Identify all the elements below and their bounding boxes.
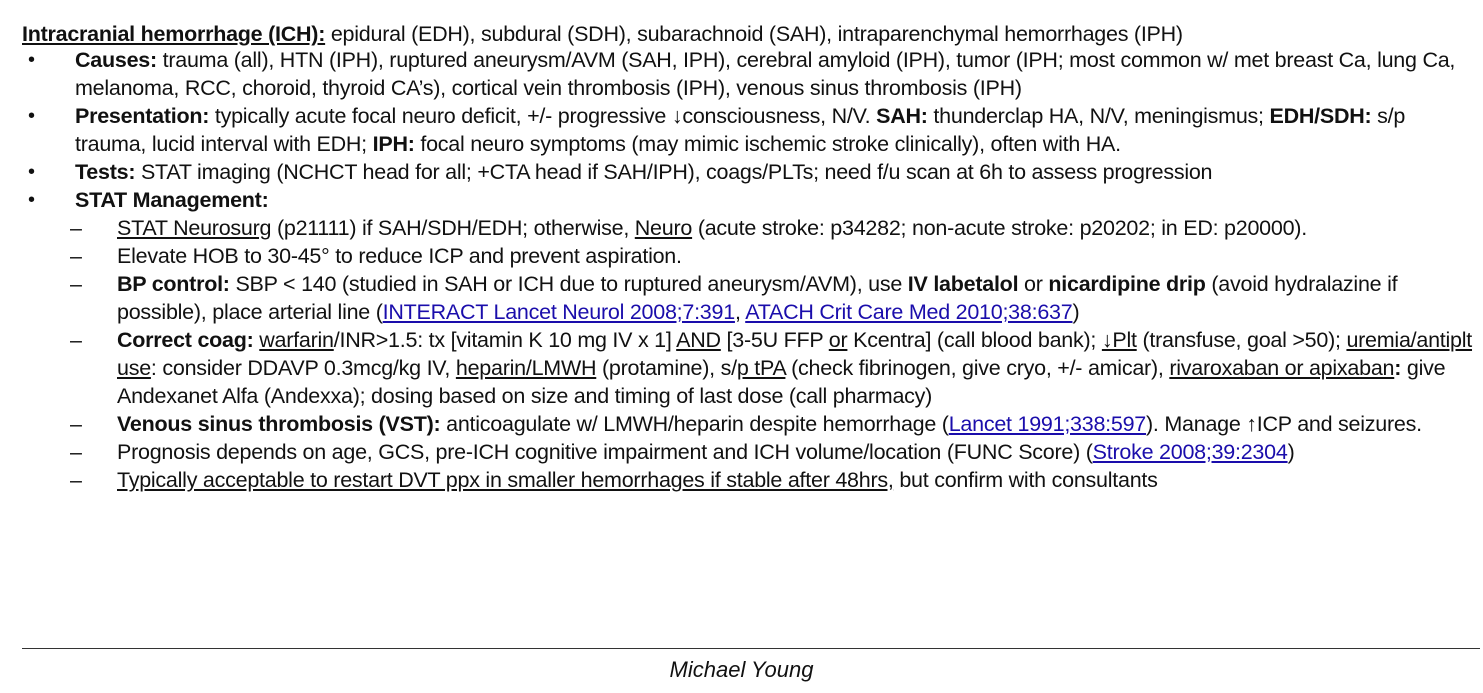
coag-label: Correct coag: — [117, 328, 254, 352]
heparin-underlined: heparin/LMWH — [455, 356, 597, 380]
lancet-reference-link[interactable]: Lancet 1991;338:597 — [948, 412, 1147, 436]
sub-correct-coag — [22, 326, 1480, 410]
hob-text: Elevate HOB to 30-45° to reduce ICP and prevent aspiration. — [117, 244, 682, 268]
coag-text: [3-5U FFP — [720, 328, 829, 352]
stroke-reference-link[interactable]: Stroke 2008;39:2304 — [1092, 440, 1288, 464]
tests-label: Tests: — [75, 160, 136, 184]
labetalol-bold: IV labetalol — [907, 272, 1019, 296]
bp-text: or — [1018, 272, 1049, 296]
coag-text: (check fibrinogen, give cryo, +/- amicar), — [785, 356, 1170, 380]
sub-hob — [22, 242, 1480, 270]
bp-label: BP control: — [117, 272, 230, 296]
dvt-text: but confirm with consultants — [893, 468, 1158, 492]
title-heading: Intracranial hemorrhage (ICH): — [22, 22, 326, 46]
document-body — [22, 20, 1480, 494]
nicardipine-bold: nicardipine drip — [1048, 272, 1206, 296]
plt-underlined: ↓Plt — [1101, 328, 1137, 352]
dash-marker: – — [70, 412, 82, 436]
and-underlined: AND — [676, 328, 721, 352]
presentation-text: focal neuro symptoms (may mimic ischemic stroke clinically), often with HA. — [414, 132, 1121, 156]
neurosurg-text: (p21111) if SAH/SDH/EDH; otherwise, — [271, 216, 635, 240]
dash-marker: – — [70, 216, 82, 240]
bullet-marker: • — [28, 49, 35, 71]
coag-text: (protamine), s/ — [596, 356, 737, 380]
presentation-text: typically acute focal neuro deficit, +/- progressive ↓consciousness, N/V. — [209, 104, 877, 128]
presentation-text: thunderclap HA, N/V, meningismus; — [927, 104, 1270, 128]
sah-label: SAH: — [876, 104, 928, 128]
bp-text: ) — [1072, 300, 1080, 324]
neurosurg-text: (acute stroke: p34282; non-acute stroke: p20202; in ED: p20000). — [692, 216, 1307, 240]
dash-marker: – — [70, 272, 82, 296]
atach-reference-link[interactable]: ATACH Crit Care Med 2010;38:637 — [745, 300, 1073, 324]
bullet-presentation — [22, 102, 1480, 158]
edh-label: EDH/SDH: — [1269, 104, 1372, 128]
dash-marker: – — [70, 440, 82, 464]
bp-text: (avoid hydralazine if possible), place arterial line ( — [117, 272, 1398, 324]
prognosis-text: Prognosis depends on age, GCS, pre-ICH cognitive impairment and ICH volume/location (FUNC Score) ( — [117, 440, 1093, 464]
causes-label: Causes: — [75, 48, 157, 72]
uremia-underlined: uremia/antiplt use — [117, 328, 1473, 380]
coag-text: Kcentra] (call blood bank); — [847, 328, 1102, 352]
section-title — [22, 20, 1480, 46]
coag-text: give Andexanet Alfa (Andexxa); dosing based on size and timing of last dose (call pharmacy) — [117, 356, 1446, 408]
tpa-underlined: p tPA — [736, 356, 786, 380]
interact-reference-link[interactable]: INTERACT Lancet Neurol 2008;7:391 — [382, 300, 735, 324]
coag-text: (transfuse, goal >50); — [1136, 328, 1347, 352]
sub-dvt — [22, 466, 1480, 494]
tests-text: STAT imaging (NCHCT head for all; +CTA head if SAH/IPH), coags/PLTs; need f/u scan at 6h to assess progression — [135, 160, 1213, 184]
bullet-causes — [22, 46, 1480, 102]
dash-marker: – — [70, 468, 82, 492]
neuro-underlined: Neuro — [634, 216, 693, 240]
bullet-management — [22, 186, 1480, 214]
coag-text: : consider DDAVP 0.3mcg/kg IV, — [150, 356, 456, 380]
rivaroxaban-underlined: rivaroxaban or apixaban — [1169, 356, 1395, 380]
footer-divider — [22, 648, 1480, 649]
iph-label: IPH: — [372, 132, 415, 156]
warfarin-underlined: warfarin — [259, 328, 334, 352]
sub-vst — [22, 410, 1480, 438]
coag-colon: : — [1394, 356, 1402, 380]
prognosis-text: ) — [1287, 440, 1295, 464]
neurosurg-underlined: STAT Neurosurg — [117, 216, 272, 240]
bullet-tests — [22, 158, 1480, 186]
sub-neurosurg — [22, 214, 1480, 242]
bp-text: SBP < 140 (studied in SAH or ICH due to ruptured aneurysm/AVM), use — [229, 272, 908, 296]
bp-text: , — [734, 300, 746, 324]
coag-text: /INR>1.5: tx [vitamin K 10 mg IV x 1] — [333, 328, 677, 352]
dash-marker: – — [70, 328, 82, 352]
vst-label: Venous sinus thrombosis (VST): — [117, 412, 441, 436]
or-underlined: or — [828, 328, 848, 352]
title-text: epidural (EDH), subdural (SDH), subarachnoid (SAH), intraparenchymal hemorrhages (IPH) — [325, 22, 1183, 46]
bullet-marker: • — [28, 105, 35, 127]
bullet-marker: • — [28, 189, 35, 211]
sub-prognosis — [22, 438, 1480, 466]
bullet-marker: • — [28, 161, 35, 183]
dash-marker: – — [70, 244, 82, 268]
vst-text: ). Manage ↑ICP and seizures. — [1146, 412, 1422, 436]
vst-text: anticoagulate w/ LMWH/heparin despite hemorrhage ( — [440, 412, 949, 436]
management-label: STAT Management: — [75, 188, 269, 212]
sub-bp-control — [22, 270, 1480, 326]
presentation-label: Presentation: — [75, 104, 210, 128]
causes-text: trauma (all), HTN (IPH), ruptured aneurysm/AVM (SAH, IPH), cerebral amyloid (IPH), tumor (IPH; most common w/ met breast Ca, lung Ca, melanoma, RCC, choroid, thyroid CA’s), cortical vein thrombosis (IPH), venous sinus thrombosis (IPH) — [75, 48, 1456, 100]
footer-author: Michael Young — [669, 657, 814, 682]
presentation-text: s/p trauma, lucid interval with EDH; — [75, 104, 1406, 156]
dvt-underlined: Typically acceptable to restart DVT ppx in smaller hemorrhages if stable after 48hrs, — [117, 468, 894, 492]
